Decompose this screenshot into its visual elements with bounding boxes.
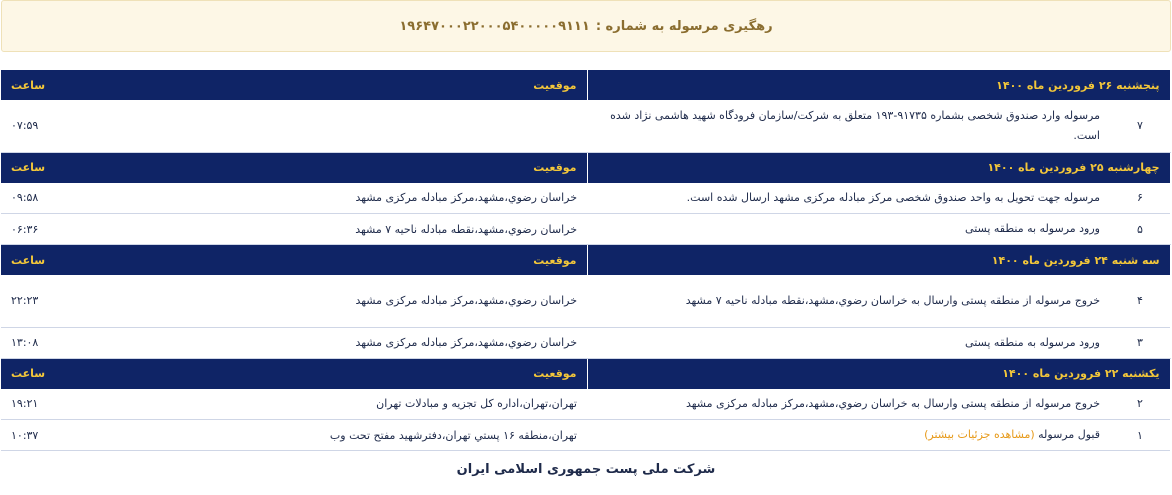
event-location: خراسان رضوي،مشهد،مرکز مبادله مرکزی مشهد: [98, 327, 587, 358]
event-time: ۱۳:۰۸: [1, 327, 98, 358]
event-description: ورود مرسوله به منطقه پستی: [587, 214, 1110, 245]
day-date: پنجشنبه ۲۶ فروردین ماه ۱۴۰۰: [587, 70, 1170, 100]
event-description: خروج مرسوله از منطقه پستی وارسال به خراسان رضوي،مشهد،مرکز مبادله مرکزی مشهد: [587, 389, 1110, 420]
event-row: [1, 100, 1170, 152]
day-header: [1, 152, 1170, 183]
tracking-banner: [1, 0, 1171, 52]
event-row: [1, 214, 1170, 245]
event-row: [1, 183, 1170, 214]
day-header: [1, 245, 1170, 276]
day-header: [1, 358, 1170, 389]
time-column-header: ساعت: [1, 152, 98, 183]
day-date: یکشنبه ۲۲ فروردین ماه ۱۴۰۰: [587, 358, 1170, 389]
time-column-header: ساعت: [1, 245, 98, 276]
event-location: تهران،منطقه ۱۶ پستي تهران،دفترشهید مفتح تحت وب: [98, 420, 587, 451]
event-number: ۶: [1110, 183, 1170, 214]
event-time: ۰۹:۵۸: [1, 183, 98, 214]
event-description: [587, 420, 1110, 451]
event-row: [1, 389, 1170, 420]
event-number: ۳: [1110, 327, 1170, 358]
event-row: [1, 275, 1170, 327]
day-date: چهارشنبه ۲۵ فروردین ماه ۱۴۰۰: [587, 152, 1170, 183]
event-location: خراسان رضوي،مشهد،نقطه مبادله ناحیه ۷ مشهد: [98, 214, 587, 245]
event-number: ۲: [1110, 389, 1170, 420]
tracking-table: [1, 70, 1171, 451]
location-column-header: موقعیت: [98, 358, 587, 389]
event-row: [1, 327, 1170, 358]
event-description-text: قبول مرسوله: [1038, 428, 1100, 441]
location-column-header: موقعیت: [98, 70, 587, 100]
location-column-header: موقعیت: [98, 152, 587, 183]
more-details-link[interactable]: (مشاهده جزئیات بیشتر): [924, 428, 1035, 441]
event-number: ۷: [1110, 100, 1170, 152]
event-description: مرسوله جهت تحویل به واحد صندوق شخصی مرکز مبادله مرکزی مشهد ارسال شده است.: [587, 183, 1110, 214]
footer-org-name: شرکت ملی پست جمهوری اسلامی ایران: [456, 462, 716, 477]
event-number: ۵: [1110, 214, 1170, 245]
event-description: خروج مرسوله از منطقه پستی وارسال به خراسان رضوي،مشهد،نقطه مبادله ناحیه ۷ مشهد: [587, 275, 1110, 327]
day-date: سه شنبه ۲۴ فروردین ماه ۱۴۰۰: [587, 245, 1170, 276]
event-location: [98, 100, 587, 152]
tracking-title: رهگیری مرسوله به شماره :: [595, 18, 773, 34]
event-time: ۱۹:۲۱: [1, 389, 98, 420]
event-time: ۱۰:۳۷: [1, 420, 98, 451]
event-row: [1, 420, 1170, 451]
event-time: ۰۶:۳۶: [1, 214, 98, 245]
event-description: ورود مرسوله به منطقه پستی: [587, 327, 1110, 358]
event-location: تهران،تهران،اداره کل تجزیه و مبادلات تهران: [98, 389, 587, 420]
event-description: مرسوله وارد صندوق شخصی بشماره ۹۱۷۳۵-۱۹۳ متعلق به شرکت/سازمان فرودگاه شهید هاشمی نژاد شده است.: [587, 100, 1110, 152]
event-location: خراسان رضوي،مشهد،مرکز مبادله مرکزی مشهد: [98, 275, 587, 327]
location-column-header: موقعیت: [98, 245, 587, 276]
event-time: ۰۷:۵۹: [1, 100, 98, 152]
tracking-number: ۱۹۶۴۷۰۰۰۲۲۰۰۰۵۴۰۰۰۰۰۹۱۱۱: [399, 18, 590, 34]
event-time: ۲۲:۲۳: [1, 275, 98, 327]
time-column-header: ساعت: [1, 358, 98, 389]
event-number: ۴: [1110, 275, 1170, 327]
event-number: ۱: [1110, 420, 1170, 451]
event-location: خراسان رضوي،مشهد،مرکز مبادله مرکزی مشهد: [98, 183, 587, 214]
day-header: [1, 70, 1170, 100]
time-column-header: ساعت: [1, 70, 98, 100]
